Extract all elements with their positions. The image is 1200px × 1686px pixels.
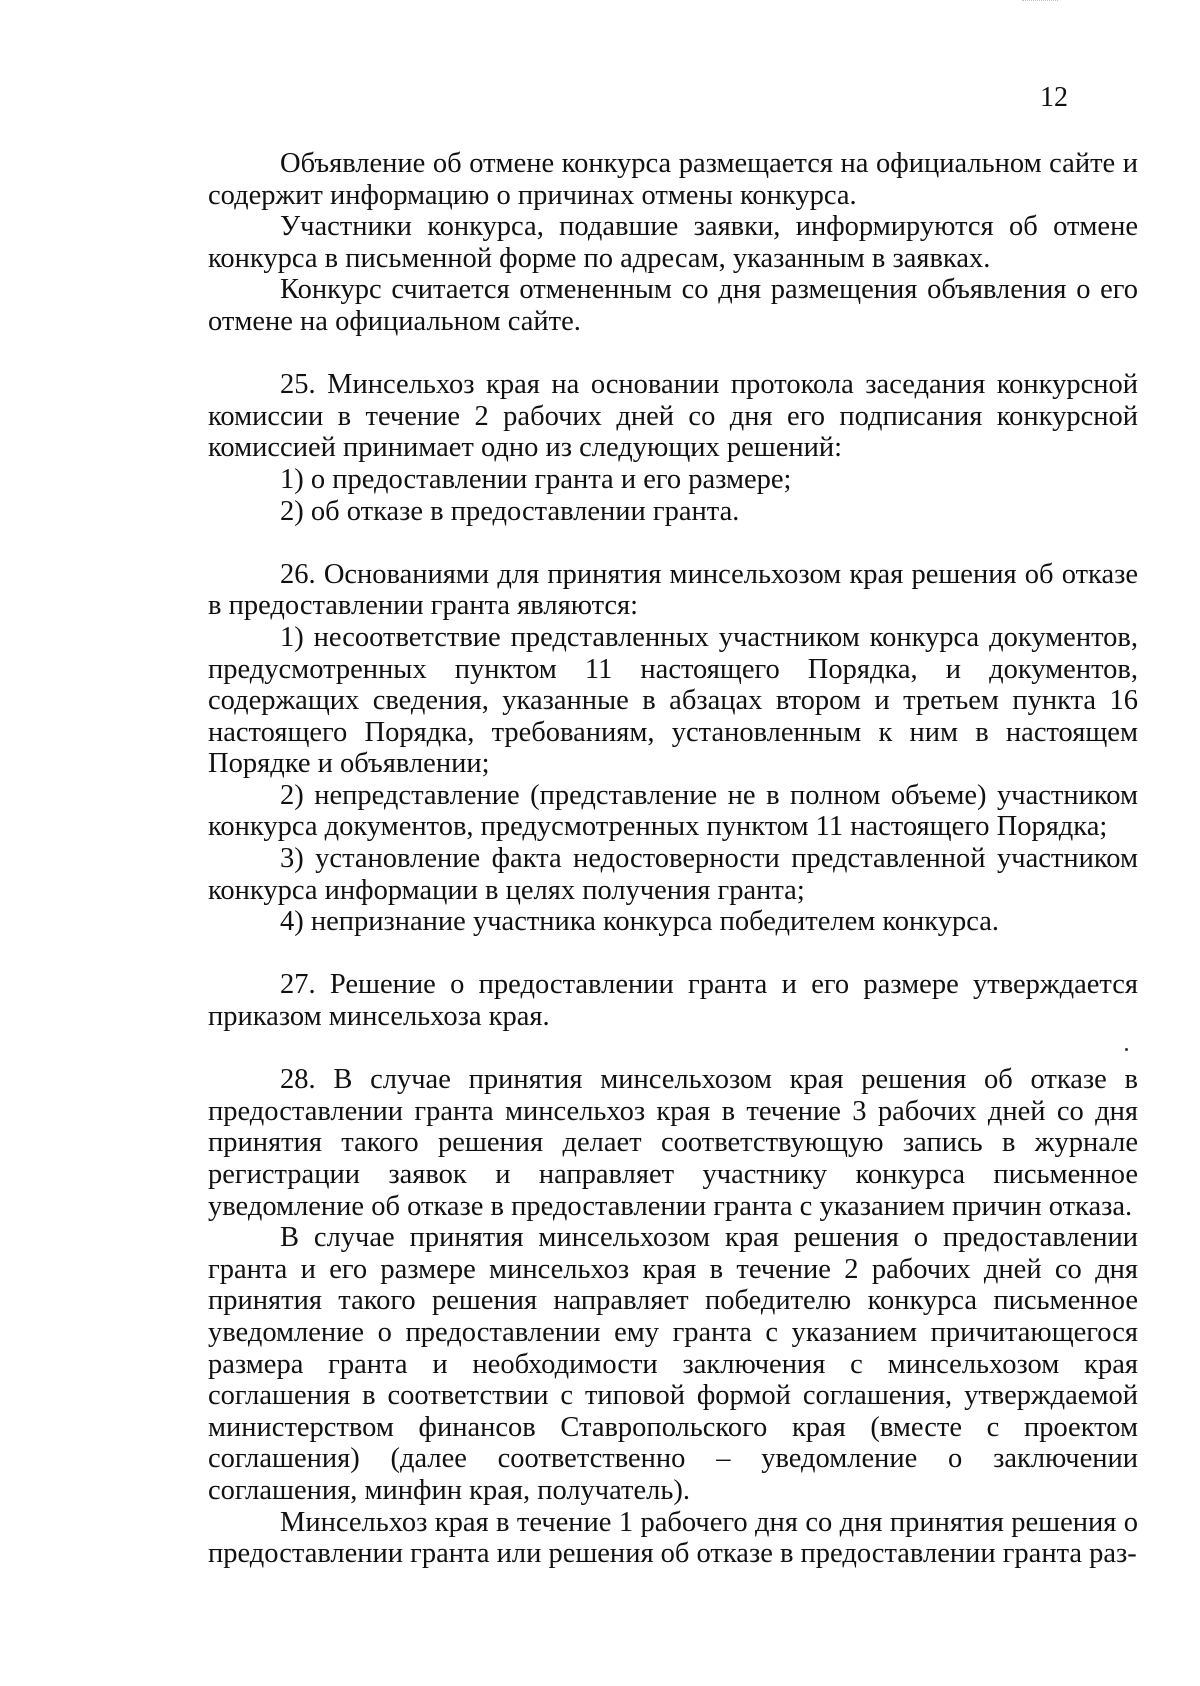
scan-speck [1125, 1048, 1128, 1051]
list-item: 2) непредставление (представление не в полном объеме) участником конкурса документов, предусмотренных пунктом 11 настоящего Порядка; [208, 779, 1138, 843]
paragraph: Конкурс считается отмененным со дня размещения объявления о его отмене на официальном сайте. [208, 274, 1138, 337]
list-item: 3) установление факта недостоверности представленной участником конкурса информации в целях получения гранта; [208, 843, 1138, 906]
page-number: 12 [1040, 82, 1068, 113]
paragraph-item-28: 28. В случае принятия минсельхозом края решения об отказе в предоставлении гранта минсельхоз края в течение 3 рабочих дней со дня принятия такого решения делает соответствующую запись в журнале регистрации заявок и направляет участнику конкурса письменное уведомление об отказе в предоставлении гранта с указанием причин отказа. [208, 1064, 1138, 1222]
paragraph: Минсельхоз края в течение 1 рабочего дня со дня принятия решения о предоставлении гранта или решения об отказе в предоставлении гранта раз- [208, 1506, 1138, 1570]
paragraph-item-25: 25. Минсельхоз края на основании протокола заседания конкурсной комиссии в течение 2 рабочих дней со дня его подписания конкурсной комиссией принимает одно из следующих решений: [208, 369, 1138, 464]
list-item: 1) о предоставлении гранта и его размере; [280, 463, 792, 495]
document-body [208, 148, 1138, 1570]
list-item: 4) непризнание участника конкурса победителем конкурса. [280, 906, 1000, 938]
paragraph-item-26: 26. Основаниями для принятия минсельхозом края решения об отказе в предоставлении гранта являются: [208, 558, 1138, 622]
paragraph: Участники конкурса, подавшие заявки, информируются об отмене конкурса в письменной форме по адресам, указанным в заявках. [208, 211, 1138, 274]
paragraph: Объявление об отмене конкурса размещается на официальном сайте и содержит информацию о причинах отмены конкурса. [208, 148, 1138, 211]
scan-mark [1022, 0, 1058, 4]
paragraph: В случае принятия минсельхозом края решения о предоставлении гранта и его размере минсельхоз края в течение 2 рабочих дней со дня принятия такого решения направляет победителю конкурса письменное уведомление о предоставлении ему гранта с указанием причитающегося размера гранта и необходимости заключения с минсельхозом края соглашения в соответствии с типовой формой соглашения, утверждаемой министерством финансов Ставропольского края (вместе с проектом соглашения) (далее соответственно – уведомление о заключении соглашения, минфин края, получатель). [208, 1222, 1138, 1506]
paragraph-item-27: 27. Решение о предоставлении гранта и его размере утверждается приказом минсельхоза края. [208, 969, 1138, 1033]
list-item: 1) несоответствие представленных участником конкурса документов, предусмотренных пунктом 11 настоящего Порядка, и документов, содержащих сведения, указанные в абзацах втором и третьем пункта 16 настоящего Порядка, требованиям, установленным к ним в настоящем Порядке и объявлении; [208, 621, 1138, 780]
list-item: 2) об отказе в предоставлении гранта. [280, 495, 740, 527]
